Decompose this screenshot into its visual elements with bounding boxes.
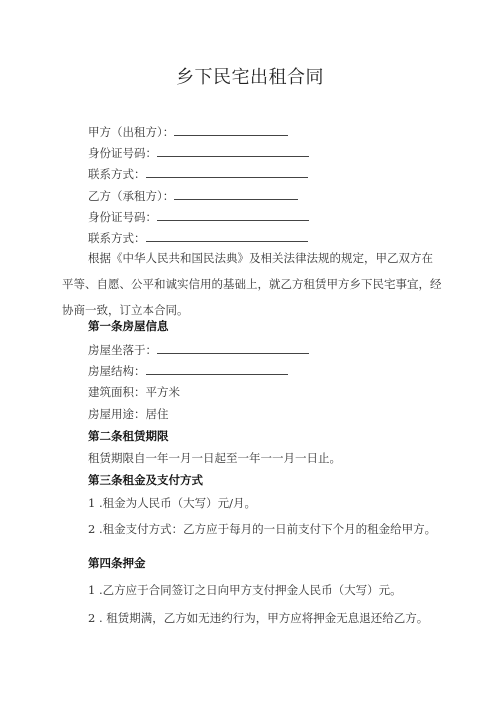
structure-label: 房屋结构： [88,364,146,378]
party-b-line [88,188,298,203]
term-line: 租赁期限自一年一月一日起至一年一一月一日止。 [88,451,341,465]
article2-heading: 第二条租赁期限 [88,429,169,443]
id-a-blank [157,145,309,157]
contact-b-label: 联系方式： [88,231,146,245]
article4-heading: 第四条押金 [88,556,146,570]
article3-heading: 第三条租金及支付方式 [88,473,203,487]
contact-a-blank [146,166,308,178]
contact-b-line [88,230,308,245]
id-b-line [88,209,309,224]
article3-item2: 2 .租金支付方式：乙方应于每月的一日前支付下个月的租金给甲方。 [88,522,437,536]
article1-heading: 第一条房屋信息 [88,319,169,333]
party-a-label: 甲方（出租方）： [88,125,175,139]
party-a-line [88,124,288,139]
party-b-blank [174,188,298,200]
location-blank [157,342,309,354]
id-b-label: 身份证号码： [88,210,157,224]
contact-a-label: 联系方式： [88,167,146,181]
location-line [88,342,309,357]
structure-blank [146,363,288,375]
area-line: 建筑面积：平方米 [88,385,180,399]
contact-b-blank [146,230,308,242]
location-label: 房屋坐落于： [88,343,157,357]
article4-item1: 1 .乙方应于合同签订之日向甲方支付押金人民币（大写）元。 [88,583,402,597]
id-a-line [88,145,309,160]
article3-item1: 1 .租金为人民币（大写）元/月。 [88,496,257,510]
structure-line [88,363,288,378]
id-b-blank [157,209,309,221]
contact-a-line [88,166,308,181]
party-a-blank [174,124,288,136]
use-line: 房屋用途：居住 [88,407,169,421]
party-b-label: 乙方（承租方）： [88,189,175,203]
article4-item2: 2 . 租赁期满，乙方如无违约行为，甲方应将押金无息退还给乙方。 [88,611,429,625]
document-title: 乡下民宅出租合同 [176,67,324,88]
preamble-paragraph: 根据《中华人民共和国民法典》及相关法律法规的规定，甲乙双方在平等、自愿、公平和诚实信用的基础上，就乙方租赁甲方乡下民宅事宜，经协商一致，订立本合同。 [62,251,442,317]
id-a-label: 身份证号码： [88,146,157,160]
